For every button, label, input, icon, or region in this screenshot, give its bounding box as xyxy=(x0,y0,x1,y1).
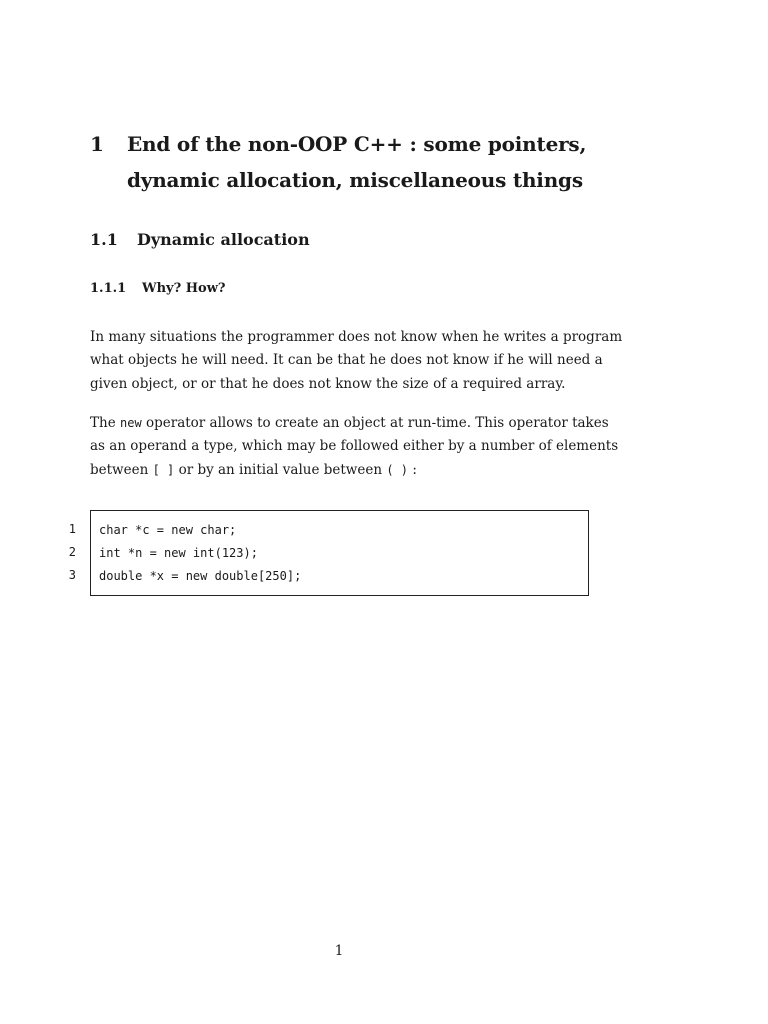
paragraph-line xyxy=(90,412,609,435)
code-listing-box xyxy=(90,510,589,596)
inline-code-parens: ( ) xyxy=(386,462,409,477)
paragraph-new-operator xyxy=(90,412,619,482)
paragraph-line: given object, or or that he does not know the size of a required array. xyxy=(90,375,566,392)
subsubsection-heading xyxy=(90,280,226,298)
subsection-number: 1.1 xyxy=(90,230,118,249)
text-run: operator allows to create an object at run-time. This operator takes xyxy=(145,415,609,431)
paragraph-why-how xyxy=(90,326,623,396)
inline-code-brackets: [ ] xyxy=(152,462,175,477)
code-line: char *c = new char; xyxy=(99,523,237,537)
code-line: int *n = new int(123); xyxy=(99,546,258,560)
code-line: double *x = new double[250]; xyxy=(99,569,302,583)
paragraph-line: as an operand a type, which may be followed either by a number of elements xyxy=(90,438,619,455)
paragraph-line: In many situations the programmer does not know when he writes a program xyxy=(90,329,623,345)
inline-code-new: new xyxy=(120,416,142,430)
page-number: 1 xyxy=(334,943,344,959)
text-run: between xyxy=(90,461,149,478)
section-title-text: End of the non-OOP C++ : some pointers, dynamic allocation, miscellaneous things xyxy=(127,132,587,192)
subsubsection-number: 1.1.1 xyxy=(90,281,127,296)
text-run: The xyxy=(90,415,116,431)
paragraph-line: what objects he will need. It can be that he does not know if he will need a xyxy=(90,352,603,369)
text-run: or by an initial value between xyxy=(178,461,383,478)
code-line-number: 3 xyxy=(68,568,76,582)
subsection-heading xyxy=(90,229,310,251)
text-run: : xyxy=(412,461,417,478)
subsubsection-title-text: Why? How? xyxy=(142,281,226,296)
code-line-number: 1 xyxy=(68,522,76,536)
code-line-number: 2 xyxy=(68,545,76,559)
paragraph-line xyxy=(90,459,590,482)
subsection-title-text: Dynamic allocation xyxy=(137,230,310,249)
section-number: 1 xyxy=(90,132,104,156)
section-heading xyxy=(90,126,610,198)
